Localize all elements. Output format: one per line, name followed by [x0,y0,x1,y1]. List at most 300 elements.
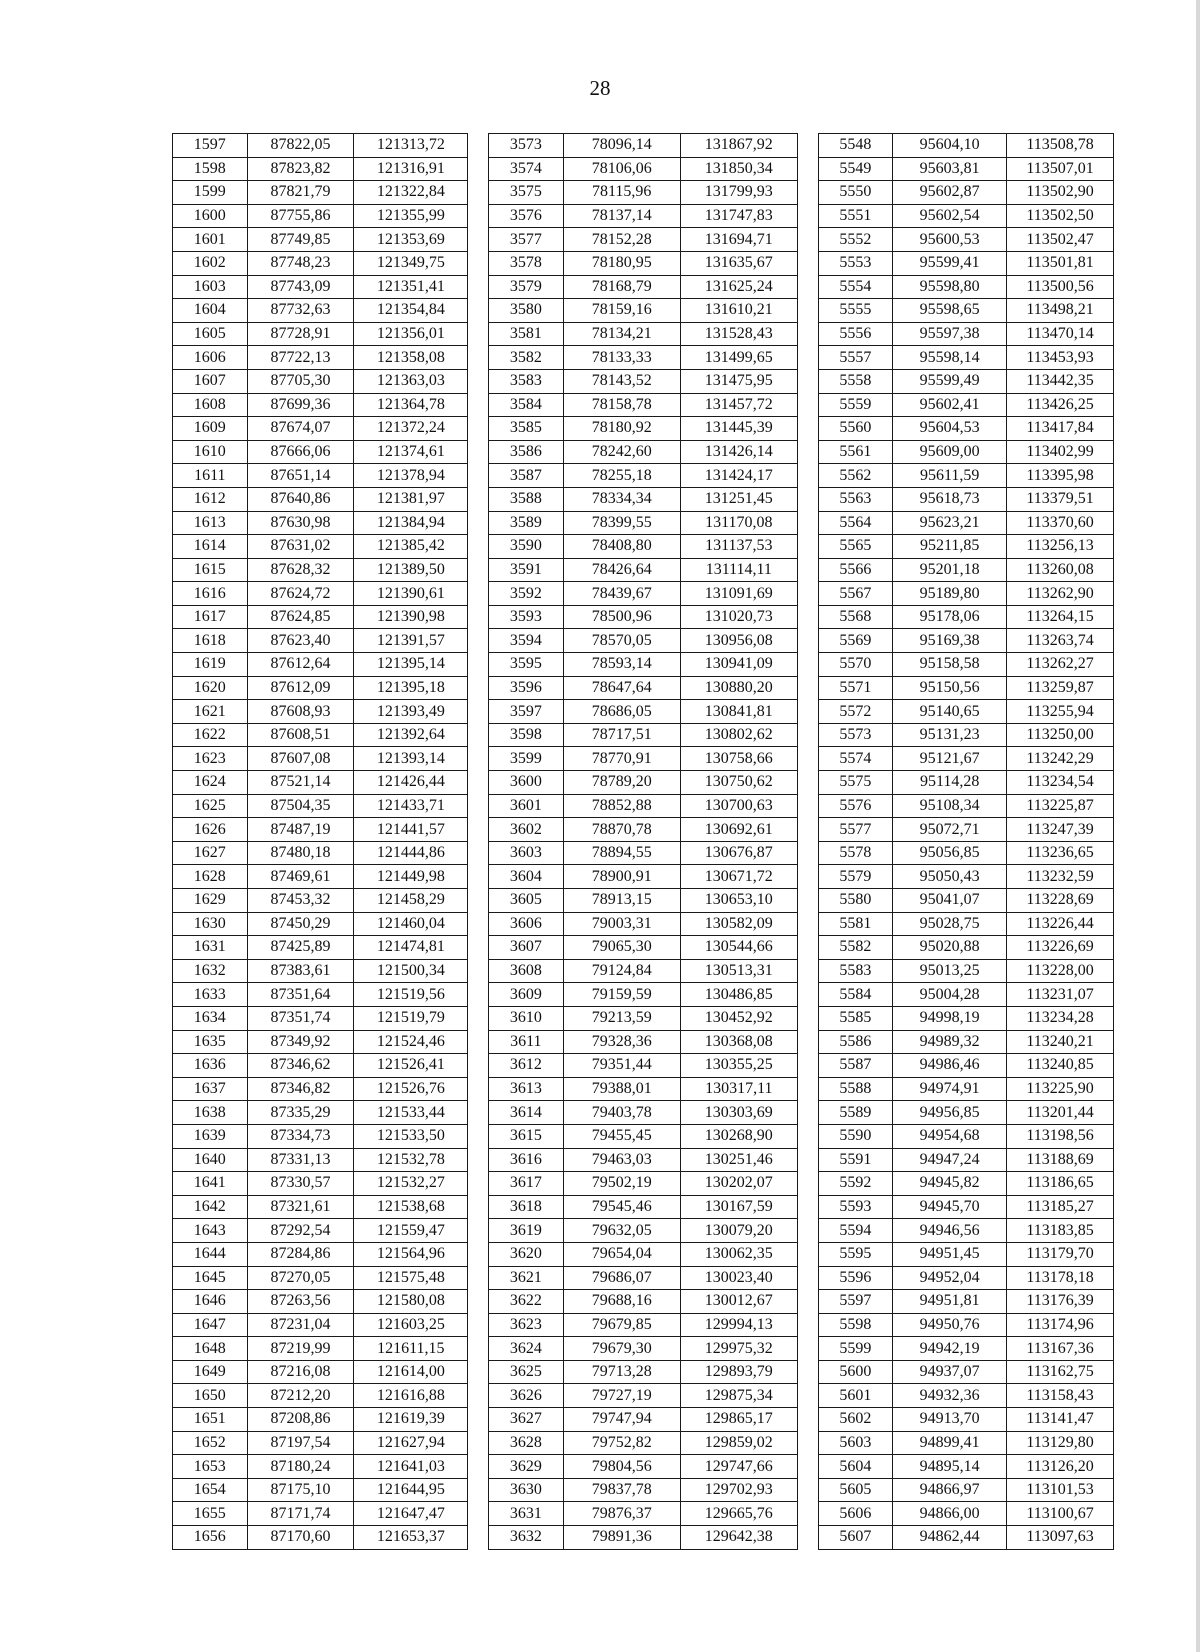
column-spacer [797,1478,818,1502]
group3-y-coordinate-cell: 113470,14 [1007,322,1114,346]
group3-y-coordinate-cell: 113498,21 [1007,299,1114,323]
group2-y-coordinate-cell: 131635,67 [680,251,797,275]
column-spacer [797,653,818,677]
column-spacer [468,747,489,771]
group1-point-number-cell: 1604 [173,299,248,323]
group1-x-coordinate-cell: 87705,30 [247,369,354,393]
column-spacer [797,1124,818,1148]
group1-y-coordinate-cell: 121393,14 [354,747,468,771]
group1-y-coordinate-cell: 121392,64 [354,723,468,747]
group2-x-coordinate-cell: 78159,16 [563,299,680,323]
table-row [173,181,1114,205]
group2-y-coordinate-cell: 131528,43 [680,322,797,346]
group1-x-coordinate-cell: 87728,91 [247,322,354,346]
group3-point-number-cell: 5560 [818,417,893,441]
group3-y-coordinate-cell: 113500,56 [1007,275,1114,299]
group3-point-number-cell: 5605 [818,1478,893,1502]
column-spacer [468,1077,489,1101]
group2-x-coordinate-cell: 79679,85 [563,1313,680,1337]
group2-y-coordinate-cell: 130750,62 [680,771,797,795]
group1-x-coordinate-cell: 87480,18 [247,841,354,865]
group1-x-coordinate-cell: 87699,36 [247,393,354,417]
group3-y-coordinate-cell: 113188,69 [1007,1148,1114,1172]
group1-point-number-cell: 1618 [173,629,248,653]
group3-y-coordinate-cell: 113183,85 [1007,1219,1114,1243]
group2-x-coordinate-cell: 79727,19 [563,1384,680,1408]
group3-point-number-cell: 5555 [818,299,893,323]
table-row [173,936,1114,960]
group3-y-coordinate-cell: 113174,96 [1007,1313,1114,1337]
table-row [173,700,1114,724]
group3-y-coordinate-cell: 113186,65 [1007,1172,1114,1196]
group2-point-number-cell: 3582 [489,346,564,370]
column-spacer [797,1526,818,1550]
group1-y-coordinate-cell: 121384,94 [354,511,468,535]
group3-y-coordinate-cell: 113178,18 [1007,1266,1114,1290]
column-spacer [468,487,489,511]
group3-y-coordinate-cell: 113228,69 [1007,889,1114,913]
group1-y-coordinate-cell: 121627,94 [354,1431,468,1455]
group2-x-coordinate-cell: 78593,14 [563,653,680,677]
group1-point-number-cell: 1646 [173,1290,248,1314]
column-spacer [797,723,818,747]
group2-point-number-cell: 3586 [489,440,564,464]
group3-x-coordinate-cell: 95602,54 [893,204,1007,228]
group2-x-coordinate-cell: 79688,16 [563,1290,680,1314]
column-spacer [797,1360,818,1384]
group2-x-coordinate-cell: 78439,67 [563,582,680,606]
group1-x-coordinate-cell: 87231,04 [247,1313,354,1337]
group2-y-coordinate-cell: 130700,63 [680,794,797,818]
group1-y-coordinate-cell: 121393,49 [354,700,468,724]
group2-point-number-cell: 3573 [489,134,564,158]
table-row [173,393,1114,417]
group1-x-coordinate-cell: 87823,82 [247,157,354,181]
group3-y-coordinate-cell: 113097,63 [1007,1526,1114,1550]
group3-y-coordinate-cell: 113101,53 [1007,1478,1114,1502]
group1-point-number-cell: 1656 [173,1526,248,1550]
group3-y-coordinate-cell: 113100,67 [1007,1502,1114,1526]
group1-x-coordinate-cell: 87666,06 [247,440,354,464]
group1-y-coordinate-cell: 121519,56 [354,983,468,1007]
group2-point-number-cell: 3624 [489,1337,564,1361]
group2-y-coordinate-cell: 130671,72 [680,865,797,889]
group3-y-coordinate-cell: 113508,78 [1007,134,1114,158]
group3-y-coordinate-cell: 113379,51 [1007,487,1114,511]
group2-point-number-cell: 3603 [489,841,564,865]
group2-point-number-cell: 3599 [489,747,564,771]
group2-y-coordinate-cell: 130355,25 [680,1054,797,1078]
group2-point-number-cell: 3616 [489,1148,564,1172]
group2-point-number-cell: 3604 [489,865,564,889]
table-row [173,1313,1114,1337]
group3-x-coordinate-cell: 95597,38 [893,322,1007,346]
group3-x-coordinate-cell: 94945,70 [893,1195,1007,1219]
group3-y-coordinate-cell: 113370,60 [1007,511,1114,535]
group2-y-coordinate-cell: 131426,14 [680,440,797,464]
group1-y-coordinate-cell: 121395,18 [354,676,468,700]
column-spacer [468,1290,489,1314]
group2-y-coordinate-cell: 129642,38 [680,1526,797,1550]
group1-point-number-cell: 1651 [173,1408,248,1432]
group3-x-coordinate-cell: 95598,80 [893,275,1007,299]
group1-point-number-cell: 1631 [173,936,248,960]
table-row [173,134,1114,158]
group1-point-number-cell: 1612 [173,487,248,511]
group2-y-coordinate-cell: 131251,45 [680,487,797,511]
group3-x-coordinate-cell: 95602,41 [893,393,1007,417]
group2-y-coordinate-cell: 130062,35 [680,1242,797,1266]
column-spacer [468,1054,489,1078]
group3-point-number-cell: 5588 [818,1077,893,1101]
group3-point-number-cell: 5580 [818,889,893,913]
table-row [173,794,1114,818]
column-spacer [797,1148,818,1172]
group2-x-coordinate-cell: 79403,78 [563,1101,680,1125]
table-row [173,440,1114,464]
group2-x-coordinate-cell: 78180,95 [563,251,680,275]
column-spacer [797,747,818,771]
group1-x-coordinate-cell: 87674,07 [247,417,354,441]
table-row [173,959,1114,983]
group2-y-coordinate-cell: 130486,85 [680,983,797,1007]
group2-point-number-cell: 3598 [489,723,564,747]
table-row [173,1077,1114,1101]
group1-point-number-cell: 1627 [173,841,248,865]
group1-y-coordinate-cell: 121474,81 [354,936,468,960]
group1-point-number-cell: 1626 [173,818,248,842]
group3-point-number-cell: 5564 [818,511,893,535]
table-row [173,605,1114,629]
group2-x-coordinate-cell: 79388,01 [563,1077,680,1101]
group1-point-number-cell: 1597 [173,134,248,158]
group3-x-coordinate-cell: 95050,43 [893,865,1007,889]
column-spacer [797,157,818,181]
group3-x-coordinate-cell: 94937,07 [893,1360,1007,1384]
group1-point-number-cell: 1609 [173,417,248,441]
group3-y-coordinate-cell: 113247,39 [1007,818,1114,842]
group1-point-number-cell: 1615 [173,558,248,582]
group3-point-number-cell: 5595 [818,1242,893,1266]
group2-y-coordinate-cell: 129665,76 [680,1502,797,1526]
group2-x-coordinate-cell: 78686,05 [563,700,680,724]
group1-point-number-cell: 1621 [173,700,248,724]
column-spacer [797,393,818,417]
table-row [173,346,1114,370]
group3-y-coordinate-cell: 113226,44 [1007,912,1114,936]
group2-y-coordinate-cell: 130202,07 [680,1172,797,1196]
group3-x-coordinate-cell: 95211,85 [893,535,1007,559]
column-spacer [797,487,818,511]
group3-x-coordinate-cell: 94956,85 [893,1101,1007,1125]
group3-x-coordinate-cell: 95013,25 [893,959,1007,983]
group3-x-coordinate-cell: 95114,28 [893,771,1007,795]
table-row [173,417,1114,441]
group3-point-number-cell: 5559 [818,393,893,417]
group3-y-coordinate-cell: 113158,43 [1007,1384,1114,1408]
column-spacer [468,393,489,417]
group1-point-number-cell: 1599 [173,181,248,205]
group2-x-coordinate-cell: 79632,05 [563,1219,680,1243]
column-spacer [797,889,818,913]
group1-x-coordinate-cell: 87624,85 [247,605,354,629]
group1-x-coordinate-cell: 87755,86 [247,204,354,228]
table-row [173,1030,1114,1054]
group2-x-coordinate-cell: 79159,59 [563,983,680,1007]
column-spacer [468,653,489,677]
group3-x-coordinate-cell: 95158,58 [893,653,1007,677]
table-row [173,251,1114,275]
table-row [173,464,1114,488]
group2-x-coordinate-cell: 79351,44 [563,1054,680,1078]
group2-point-number-cell: 3590 [489,535,564,559]
column-spacer [797,841,818,865]
group3-y-coordinate-cell: 113262,27 [1007,653,1114,677]
group3-y-coordinate-cell: 113126,20 [1007,1455,1114,1479]
group2-y-coordinate-cell: 130802,62 [680,723,797,747]
column-spacer [468,1172,489,1196]
table-row [173,487,1114,511]
group3-x-coordinate-cell: 94942,19 [893,1337,1007,1361]
column-spacer [468,1313,489,1337]
group3-x-coordinate-cell: 94866,00 [893,1502,1007,1526]
column-spacer [468,440,489,464]
group2-point-number-cell: 3583 [489,369,564,393]
group1-y-coordinate-cell: 121355,99 [354,204,468,228]
group3-point-number-cell: 5585 [818,1006,893,1030]
group1-x-coordinate-cell: 87821,79 [247,181,354,205]
table-row [173,676,1114,700]
group1-point-number-cell: 1641 [173,1172,248,1196]
group2-y-coordinate-cell: 129865,17 [680,1408,797,1432]
group1-x-coordinate-cell: 87321,61 [247,1195,354,1219]
group3-x-coordinate-cell: 94862,44 [893,1526,1007,1550]
group2-x-coordinate-cell: 79328,36 [563,1030,680,1054]
group2-x-coordinate-cell: 79545,46 [563,1195,680,1219]
group3-y-coordinate-cell: 113501,81 [1007,251,1114,275]
group2-point-number-cell: 3588 [489,487,564,511]
group3-point-number-cell: 5565 [818,535,893,559]
group1-point-number-cell: 1637 [173,1077,248,1101]
column-spacer [797,369,818,393]
group1-x-coordinate-cell: 87631,02 [247,535,354,559]
group1-point-number-cell: 1608 [173,393,248,417]
group1-x-coordinate-cell: 87331,13 [247,1148,354,1172]
group1-point-number-cell: 1610 [173,440,248,464]
group2-point-number-cell: 3623 [489,1313,564,1337]
group3-x-coordinate-cell: 95041,07 [893,889,1007,913]
group2-x-coordinate-cell: 78913,15 [563,889,680,913]
group2-y-coordinate-cell: 130544,66 [680,936,797,960]
group1-x-coordinate-cell: 87270,05 [247,1266,354,1290]
group1-point-number-cell: 1652 [173,1431,248,1455]
group2-x-coordinate-cell: 78570,05 [563,629,680,653]
column-spacer [468,322,489,346]
group3-y-coordinate-cell: 113240,21 [1007,1030,1114,1054]
group2-y-coordinate-cell: 129893,79 [680,1360,797,1384]
table-row [173,841,1114,865]
group2-point-number-cell: 3579 [489,275,564,299]
table-row [173,558,1114,582]
group2-y-coordinate-cell: 130251,46 [680,1148,797,1172]
group2-y-coordinate-cell: 130758,66 [680,747,797,771]
group1-y-coordinate-cell: 121378,94 [354,464,468,488]
group3-point-number-cell: 5594 [818,1219,893,1243]
group1-y-coordinate-cell: 121533,44 [354,1101,468,1125]
group2-x-coordinate-cell: 78137,14 [563,204,680,228]
group1-x-coordinate-cell: 87346,62 [247,1054,354,1078]
group3-point-number-cell: 5604 [818,1455,893,1479]
column-spacer [797,818,818,842]
group3-x-coordinate-cell: 95598,65 [893,299,1007,323]
group3-x-coordinate-cell: 95169,38 [893,629,1007,653]
column-spacer [797,1030,818,1054]
column-spacer [468,204,489,228]
column-spacer [468,535,489,559]
column-spacer [468,1219,489,1243]
group1-x-coordinate-cell: 87651,14 [247,464,354,488]
group3-point-number-cell: 5573 [818,723,893,747]
group2-point-number-cell: 3576 [489,204,564,228]
group1-point-number-cell: 1634 [173,1006,248,1030]
group1-x-coordinate-cell: 87521,14 [247,771,354,795]
group3-point-number-cell: 5556 [818,322,893,346]
group2-x-coordinate-cell: 79502,19 [563,1172,680,1196]
group1-x-coordinate-cell: 87208,86 [247,1408,354,1432]
column-spacer [468,558,489,582]
group1-y-coordinate-cell: 121374,61 [354,440,468,464]
group2-y-coordinate-cell: 130452,92 [680,1006,797,1030]
table-row [173,1478,1114,1502]
scan-edge [1196,0,1200,1652]
table-row [173,629,1114,653]
group3-y-coordinate-cell: 113502,47 [1007,228,1114,252]
column-spacer [797,440,818,464]
group1-y-coordinate-cell: 121564,96 [354,1242,468,1266]
group3-point-number-cell: 5566 [818,558,893,582]
group2-point-number-cell: 3626 [489,1384,564,1408]
group2-point-number-cell: 3600 [489,771,564,795]
group3-x-coordinate-cell: 95150,56 [893,676,1007,700]
group3-x-coordinate-cell: 94974,91 [893,1077,1007,1101]
group1-x-coordinate-cell: 87628,32 [247,558,354,582]
column-spacer [468,1360,489,1384]
table-row [173,204,1114,228]
group3-point-number-cell: 5576 [818,794,893,818]
column-spacer [797,558,818,582]
group2-x-coordinate-cell: 78852,88 [563,794,680,818]
group3-x-coordinate-cell: 95056,85 [893,841,1007,865]
column-spacer [468,1124,489,1148]
group3-x-coordinate-cell: 94954,68 [893,1124,1007,1148]
group3-x-coordinate-cell: 95201,18 [893,558,1007,582]
group1-y-coordinate-cell: 121580,08 [354,1290,468,1314]
group2-y-coordinate-cell: 131475,95 [680,369,797,393]
group2-point-number-cell: 3627 [489,1408,564,1432]
group3-point-number-cell: 5592 [818,1172,893,1196]
group3-point-number-cell: 5587 [818,1054,893,1078]
column-spacer [468,936,489,960]
group1-x-coordinate-cell: 87607,08 [247,747,354,771]
group3-y-coordinate-cell: 113240,85 [1007,1054,1114,1078]
group2-y-coordinate-cell: 131020,73 [680,605,797,629]
group3-x-coordinate-cell: 95604,10 [893,134,1007,158]
group2-point-number-cell: 3597 [489,700,564,724]
group3-x-coordinate-cell: 95600,53 [893,228,1007,252]
group1-y-coordinate-cell: 121389,50 [354,558,468,582]
coordinates-table [172,133,1114,1550]
group2-x-coordinate-cell: 79455,45 [563,1124,680,1148]
group3-x-coordinate-cell: 95611,59 [893,464,1007,488]
column-spacer [797,346,818,370]
group3-point-number-cell: 5574 [818,747,893,771]
group3-y-coordinate-cell: 113225,87 [1007,794,1114,818]
group1-y-coordinate-cell: 121354,84 [354,299,468,323]
column-spacer [468,582,489,606]
group1-point-number-cell: 1629 [173,889,248,913]
group2-x-coordinate-cell: 78900,91 [563,865,680,889]
group1-y-coordinate-cell: 121391,57 [354,629,468,653]
group1-point-number-cell: 1622 [173,723,248,747]
group3-point-number-cell: 5591 [818,1148,893,1172]
group1-x-coordinate-cell: 87722,13 [247,346,354,370]
column-spacer [468,1478,489,1502]
group2-point-number-cell: 3630 [489,1478,564,1502]
group3-x-coordinate-cell: 94986,46 [893,1054,1007,1078]
group3-y-coordinate-cell: 113502,50 [1007,204,1114,228]
group1-y-coordinate-cell: 121526,41 [354,1054,468,1078]
group2-x-coordinate-cell: 78894,55 [563,841,680,865]
group2-y-coordinate-cell: 130012,67 [680,1290,797,1314]
group2-y-coordinate-cell: 129875,34 [680,1384,797,1408]
group1-y-coordinate-cell: 121349,75 [354,251,468,275]
group1-x-coordinate-cell: 87612,64 [247,653,354,677]
group1-y-coordinate-cell: 121426,44 [354,771,468,795]
table-row [173,912,1114,936]
group3-x-coordinate-cell: 94951,45 [893,1242,1007,1266]
group1-y-coordinate-cell: 121616,88 [354,1384,468,1408]
group3-x-coordinate-cell: 94951,81 [893,1290,1007,1314]
group2-y-coordinate-cell: 131867,92 [680,134,797,158]
table-row [173,369,1114,393]
group1-point-number-cell: 1619 [173,653,248,677]
group1-y-coordinate-cell: 121653,37 [354,1526,468,1550]
group2-point-number-cell: 3608 [489,959,564,983]
table-row [173,653,1114,677]
group1-point-number-cell: 1649 [173,1360,248,1384]
group3-x-coordinate-cell: 95603,81 [893,157,1007,181]
group2-point-number-cell: 3614 [489,1101,564,1125]
group3-point-number-cell: 5553 [818,251,893,275]
group1-x-coordinate-cell: 87743,09 [247,275,354,299]
group3-point-number-cell: 5554 [818,275,893,299]
group2-y-coordinate-cell: 130303,69 [680,1101,797,1125]
column-spacer [797,1101,818,1125]
group2-x-coordinate-cell: 79003,31 [563,912,680,936]
group2-y-coordinate-cell: 131091,69 [680,582,797,606]
group3-point-number-cell: 5607 [818,1526,893,1550]
group1-x-coordinate-cell: 87351,74 [247,1006,354,1030]
table-row [173,511,1114,535]
group2-x-coordinate-cell: 78134,21 [563,322,680,346]
group3-y-coordinate-cell: 113176,39 [1007,1290,1114,1314]
table-row [173,275,1114,299]
group1-y-coordinate-cell: 121533,50 [354,1124,468,1148]
column-spacer [468,181,489,205]
group1-x-coordinate-cell: 87624,72 [247,582,354,606]
group3-x-coordinate-cell: 95004,28 [893,983,1007,1007]
column-spacer [468,629,489,653]
